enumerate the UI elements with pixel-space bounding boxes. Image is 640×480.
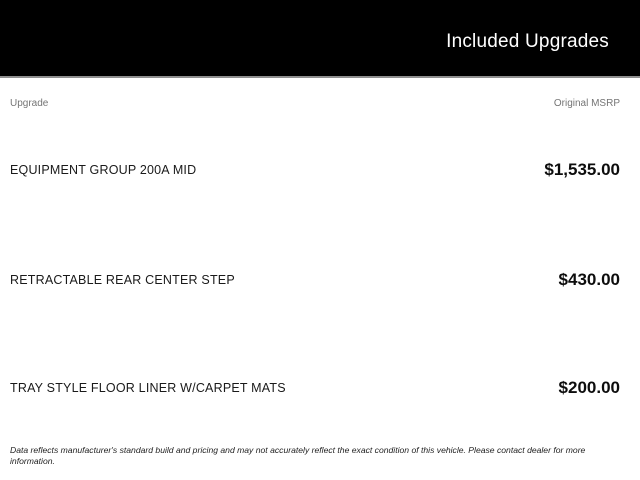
disclaimer-text: Data reflects manufacturer's standard build and pricing and may not accurately reflect the exact condition of this vehicle. Please contact dealer for more information.: [10, 445, 586, 466]
table-row: [10, 268, 620, 292]
upgrade-name: RETRACTABLE REAR CENTER STEP: [10, 273, 235, 287]
upgrade-price: $430.00: [558, 270, 620, 289]
table-row: [10, 158, 620, 182]
header-bar: [0, 0, 640, 78]
column-header-msrp: Original MSRP: [553, 98, 620, 109]
upgrade-price: $200.00: [558, 378, 620, 397]
column-header-upgrade: Upgrade: [10, 98, 49, 109]
page-title: Included Upgrades: [446, 31, 609, 52]
table-column-headers: [10, 98, 620, 110]
upgrade-name: TRAY STYLE FLOOR LINER W/CARPET MATS: [10, 381, 286, 395]
upgrade-price: $1,535.00: [544, 160, 620, 179]
upgrade-name: EQUIPMENT GROUP 200A MID: [10, 163, 197, 177]
table-row: [10, 376, 620, 400]
